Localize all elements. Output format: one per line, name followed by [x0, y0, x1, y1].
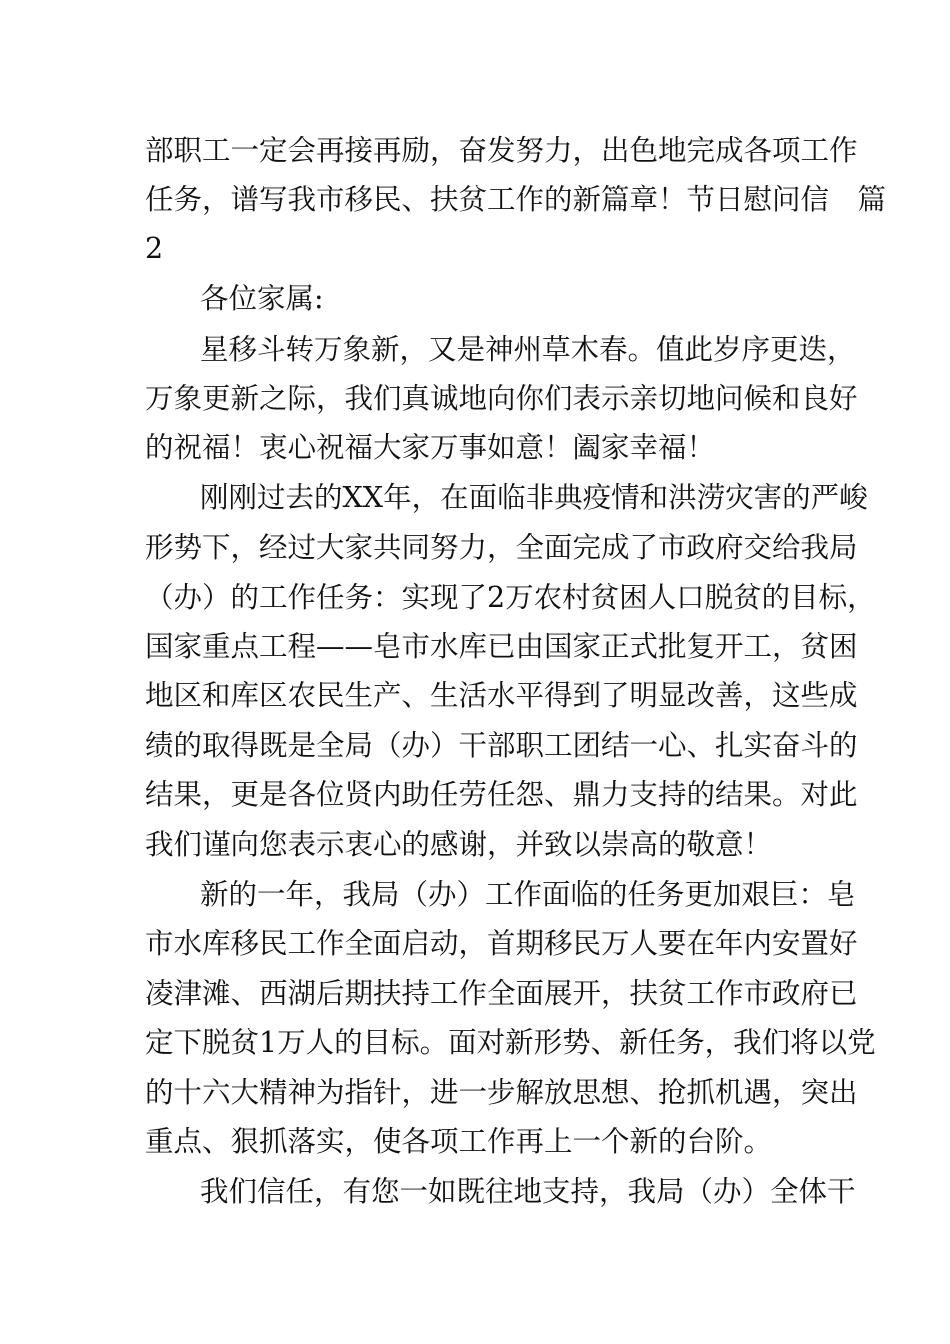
text-line: 结果，更是各位贤内助任劳任怨、鼎力支持的结果。对此 — [145, 778, 858, 811]
text-line: 星移斗转万象新，又是神州草木春。值此岁序更迭， — [200, 333, 856, 366]
text-line: 刚刚过去的XX年，在面临非典疫情和洪涝灾害的严峻 — [200, 481, 868, 514]
text-line: 定下脱贫1万人的目标。面对新形势、新任务，我们将以党 — [145, 1026, 876, 1059]
salutation: 各位家属: — [200, 282, 324, 315]
text-line: 的祝福！衷心祝福大家万事如意！阖家幸福！ — [145, 431, 716, 464]
text-line: 的十六大精神为指针，进一步解放思想、抢抓机遇，突出 — [145, 1076, 858, 1109]
text-line: 地区和库区农民生产、生活水平得到了明显改善，这些成 — [145, 679, 858, 712]
text-line: 形势下，经过大家共同努力，全面完成了市政府交给我局 — [145, 531, 858, 564]
text-line: 万象更新之际，我们真诚地向你们表示亲切地问候和良好 — [145, 382, 858, 415]
text-line: （办）的工作任务：实现了2万农村贫困人口脱贫的目标， — [145, 581, 876, 614]
text-line: 市水库移民工作全面启动，首期移民万人要在年内安置好 — [145, 927, 858, 960]
text-line: 国家重点工程——皂市水库已由国家正式批复开工，贫困 — [145, 630, 858, 663]
text-line: 重点、狠抓落实，使各项工作再上一个新的台阶。 — [145, 1125, 773, 1158]
text-line: 我们信任，有您一如既往地支持，我局（办）全体干 — [200, 1175, 856, 1208]
text-line: 2 — [145, 232, 164, 265]
text-line: 新的一年，我局（办）工作面临的任务更加艰巨：皂 — [200, 878, 856, 911]
text-line: 绩的取得既是全局（办）干部职工团结一心、扎实奋斗的 — [145, 729, 858, 762]
text-line: 我们谨向您表示衷心的感谢，并致以崇高的敬意！ — [145, 828, 773, 861]
text-line: 部职工一定会再接再励，奋发努力，出色地完成各项工作 — [145, 134, 858, 167]
text-line: 任务，谱写我市移民、扶贫工作的新篇章！节日慰问信 篇 — [145, 183, 887, 216]
text-line: 凌津滩、西湖后期扶持工作全面展开，扶贫工作市政府已 — [145, 977, 858, 1010]
